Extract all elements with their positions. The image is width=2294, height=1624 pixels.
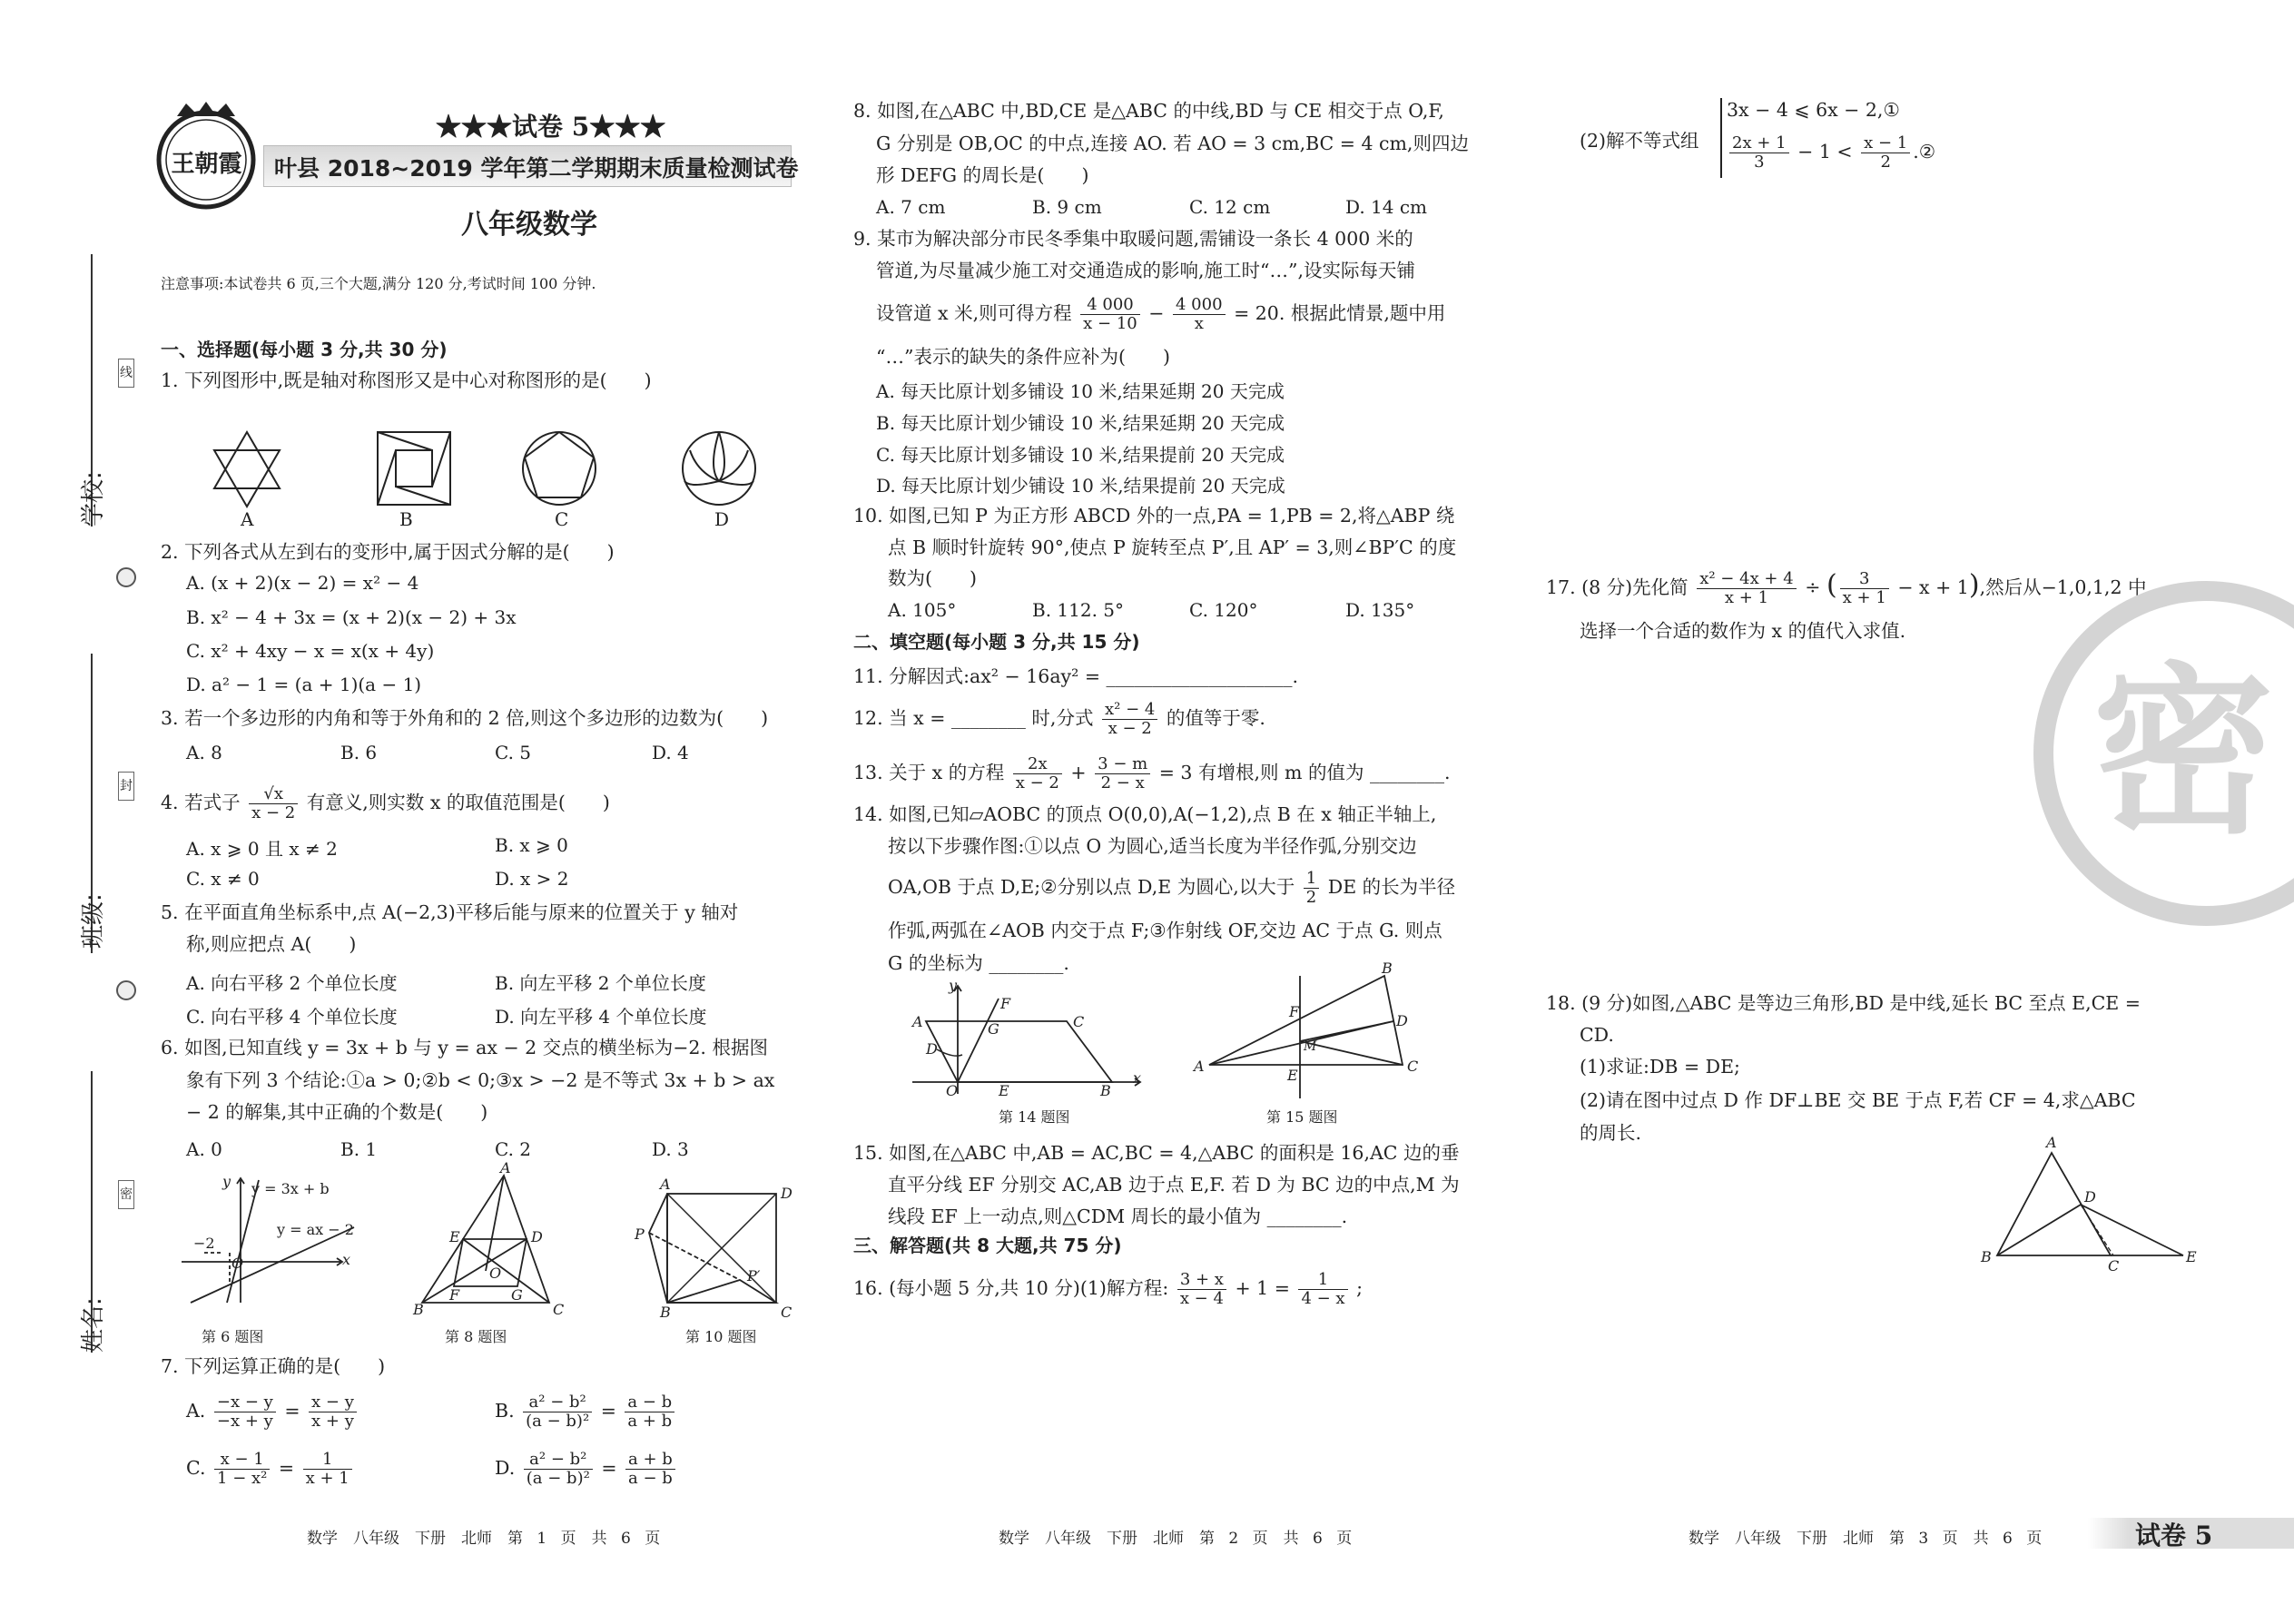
fig15-label-m: M <box>1304 1039 1317 1054</box>
q5-option-c: C. 向右平移 4 个单位长度 <box>186 1006 398 1028</box>
figure-15 <box>1189 960 1425 1103</box>
fig14-label-e: E <box>999 1082 1009 1099</box>
question-18-line-5: 的周长. <box>1580 1122 1642 1144</box>
q16-part-2-label: (2)解不等式组 <box>1580 130 1699 152</box>
question-18-line-1: 18. (9 分)如图,△ABC 是等边三角形,BD 是中线,延长 BC 至点 E,CE = <box>1546 992 2141 1014</box>
fig10-label-c: C <box>781 1304 793 1321</box>
paper-number: ★★★试卷 5★★★ <box>436 112 666 142</box>
fig15-caption: 第 15 题图 <box>1266 1108 1338 1126</box>
exam-title: 叶县 2018~2019 学年第二学期期末质量检测试卷 <box>274 155 799 182</box>
fig10-label-b: B <box>660 1304 671 1321</box>
question-9-line-1: 9. 某市为解决部分市民冬季集中取暖问题,需铺设一条长 4 000 米的 <box>853 228 1413 250</box>
secret-stamp <box>2033 581 2294 926</box>
q7-option-a: A. $\frac{-x - y}{-x + y}$ = $\frac{x - y}{x + y}$ <box>186 1393 359 1431</box>
notice: 注意事项:本试卷共 6 页,三个大题,满分 120 分,考试时间 100 分钟. <box>161 275 596 292</box>
q4-option-c: C. x ≠ 0 <box>186 868 260 890</box>
inequality-1: 3x − 4 ⩽ 6x − 2,① <box>1727 99 1900 121</box>
q8-option-d: D. 14 cm <box>1345 196 1428 218</box>
question-14-line-2: 按以下步骤作图:①以点 O 为圆心,适当长度为半径作弧,分别交边 <box>888 835 1417 857</box>
question-9-line-2: 管道,为尽量减少施工对交通造成的影响,施工时“…”,设实际每天铺 <box>876 260 1416 281</box>
school-label: 学校: <box>80 471 107 527</box>
question-17-line-1: 17. (8 分)先化简 $\frac{\text{x² − 4x + 4}}{x + 1}$ ÷ ( $\frac{3}{x + 1}$ − x + 1),然后从−1,0,1,2 中 <box>1546 569 2147 607</box>
subject-title: 八年级数学 <box>461 209 597 241</box>
q5-option-d: D. 向左平移 4 个单位长度 <box>495 1006 707 1028</box>
question-10-line-2: 点 B 顺时针旋转 90°,使点 P 旋转至点 P′,且 AP′ = 3,则∠BP′C 的度 <box>888 536 1457 558</box>
q10-option-b: B. 112. 5° <box>1032 599 1125 621</box>
fig14-label-a: A <box>912 1013 923 1030</box>
fig18-label-a: A <box>2046 1134 2057 1151</box>
q8-option-b: B. 9 cm <box>1032 196 1102 218</box>
q3-option-b: B. 6 <box>340 742 378 763</box>
question-14-line-1: 14. 如图,已知▱AOBC 的顶点 O(0,0),A(−1,2),点 B 在 x 轴正半轴上, <box>853 803 1437 825</box>
question-6-line-2: 象有下列 3 个结论:①a > 0;②b < 0;③x > −2 是不等式 3x + b > ax <box>186 1069 775 1091</box>
question-5-line-1: 5. 在平面直角坐标系中,点 A(−2,3)平移后能与原来的位置关于 y 轴对 <box>161 901 739 923</box>
q2-option-a: A. (x + 2)(x − 2) = x² − 4 <box>186 572 419 594</box>
fig10-label-p-prime: P′ <box>747 1267 761 1284</box>
fig6-label-y: y <box>222 1173 231 1190</box>
fig8-label-e: E <box>449 1228 460 1245</box>
q10-option-c: C. 120° <box>1189 599 1258 621</box>
fig15-label-e: E <box>1287 1067 1298 1084</box>
question-6-line-3: − 2 的解集,其中正确的个数是( ) <box>186 1101 488 1123</box>
question-5-line-2: 称,则应把点 A( ) <box>186 933 357 955</box>
fig6-label-line1: y = 3x + b <box>251 1180 330 1197</box>
fig8-label-g: G <box>511 1286 523 1304</box>
fig18-label-d: D <box>2084 1188 2096 1206</box>
fig15-label-a: A <box>1194 1058 1205 1075</box>
fig10-label-d: D <box>781 1185 793 1202</box>
fig6-label-o: O <box>231 1255 244 1272</box>
footer-page-1: 数学 八年级 下册 北师 第 1 页 共 6 页 <box>307 1530 661 1548</box>
inequality-2: $\frac{2x + 1}{3}$ − 1 < $\frac{x - 1}{2}$ .② <box>1727 134 1935 172</box>
q2-option-c: C. x² + 4xy − x = x(x + 4y) <box>186 640 435 662</box>
q10-option-d: D. 135° <box>1345 599 1415 621</box>
figure-18 <box>1979 1134 2206 1275</box>
q4-option-a: A. x ⩾ 0 且 x ≠ 2 <box>186 838 338 860</box>
q3-option-d: D. 4 <box>652 742 689 763</box>
question-8-line-2: G 分别是 OB,OC 的中点,连接 AO. 若 AO = 3 cm,BC = 4 cm,则四边 <box>876 133 1469 154</box>
question-15-line-1: 15. 如图,在△ABC 中,AB = AC,BC = 4,△ABC 的面积是 16,AC 边的垂 <box>853 1142 1460 1164</box>
question-18-line-4: (2)请在图中过点 D 作 DF⊥BE 交 BE 于点 F,若 CF = 4,求△ABC <box>1580 1089 2136 1111</box>
question-16: 16. (每小题 5 分,共 10 分)(1)解方程: $\frac{3 + x}{x - 4}$ + 1 = $\frac{1}{4 - x}$ ; <box>853 1270 1364 1308</box>
question-3: 3. 若一个多边形的内角和等于外角和的 2 倍,则这个多边形的边数为( ) <box>161 707 769 729</box>
fig8-label-a: A <box>500 1159 511 1176</box>
figure-14 <box>908 977 1148 1099</box>
question-10-line-3: 数为( ) <box>888 567 977 589</box>
section-3-title: 三、解答题(共 8 大题,共 75 分) <box>853 1235 1122 1256</box>
question-11: 11. 分解因式:ax² − 16ay² = ____________________. <box>853 665 1299 687</box>
q5-option-b: B. 向左平移 2 个单位长度 <box>495 972 706 994</box>
q6-option-a: A. 0 <box>186 1138 222 1160</box>
fig18-label-e: E <box>2186 1248 2197 1265</box>
fig15-label-d: D <box>1396 1012 1408 1029</box>
question-10-line-1: 10. 如图,已知 P 为正方形 ABCD 外的一点,PA = 1,PB = 2,将△ABP 绕 <box>853 505 1455 527</box>
question-13: 13. 关于 x 的方程 $\frac{2x}{x - 2}$ + $\frac{3 - m}{2 - x}$ = 3 有增根,则 m 的值为 ________. <box>853 754 1451 792</box>
q5-option-a: A. 向右平移 2 个单位长度 <box>186 972 398 994</box>
name-label: 姓名: <box>80 1297 107 1353</box>
fig8-label-d: D <box>531 1228 543 1245</box>
question-15-line-3: 线段 EF 上一动点,则△CDM 周长的最小值为 ________. <box>888 1206 1348 1227</box>
q4-text-a: 4. 若式子 <box>161 792 241 813</box>
fig10-caption: 第 10 题图 <box>685 1328 757 1345</box>
fig14-label-g: G <box>988 1020 999 1038</box>
q9-option-c: C. 每天比原计划多铺设 10 米,结果提前 20 天完成 <box>876 444 1285 466</box>
logo <box>150 100 263 213</box>
q4-text-b: 有意义,则实数 x 的取值范围是( ) <box>306 792 610 813</box>
fig10-label-p: P <box>635 1225 645 1243</box>
q1-label-a: A <box>241 508 254 530</box>
footer-page-2: 数学 八年级 下册 北师 第 2 页 共 6 页 <box>999 1530 1353 1548</box>
fig15-label-b: B <box>1382 960 1393 977</box>
fig6-caption: 第 6 题图 <box>202 1328 264 1345</box>
question-8-line-1: 8. 如图,在△ABC 中,BD,CE 是△ABC 的中线,BD 与 CE 相交于点 O,F, <box>853 100 1444 122</box>
binding-hole <box>116 567 136 587</box>
fig8-label-f: F <box>449 1286 460 1304</box>
q1-figures <box>200 418 763 527</box>
q3-option-a: A. 8 <box>186 742 222 763</box>
seal-char-xian: 线 <box>118 359 134 388</box>
question-2: 2. 下列各式从左到右的变形中,属于因式分解的是( ) <box>161 541 615 563</box>
q10-option-a: A. 105° <box>888 599 957 621</box>
logo-text: 王朝霞 <box>171 151 242 178</box>
q9-option-b: B. 每天比原计划少铺设 10 米,结果延期 20 天完成 <box>876 412 1285 434</box>
question-14-line-5: G 的坐标为 ________. <box>888 952 1069 974</box>
question-15-line-2: 直平分线 EF 分别交 AC,AB 边于点 E,F. 若 D 为 BC 边的中点,M 为 <box>888 1174 1460 1196</box>
fig6-label-x: x <box>342 1251 351 1268</box>
question-18-line-3: (1)求证:DB = DE; <box>1580 1056 1740 1078</box>
q8-option-c: C. 12 cm <box>1189 196 1271 218</box>
question-12: 12. 当 x = ________ 时,分式 $\frac{\text{x² − 4}}{x - 2}$ 的值等于零. <box>853 700 1265 738</box>
question-9-line-3: 设管道 x 米,则可得方程 $\frac{4 000}{x - 10}$ − $\frac{4 000}{x}$ = 20. 根据此情景,题中用 <box>876 295 1446 333</box>
question-8-line-3: 形 DEFG 的周长是( ) <box>876 164 1089 186</box>
fig14-label-c: C <box>1073 1013 1085 1030</box>
fig14-label-f: F <box>1000 995 1011 1012</box>
figure-8 <box>413 1159 572 1318</box>
q7-option-c: C. $\frac{x - 1}{\text{1 − x²}}$ = $\frac{1}{x + 1}$ <box>186 1451 355 1488</box>
binding-hole <box>116 980 136 1000</box>
seal-char-feng: 封 <box>118 772 134 801</box>
figure-10 <box>635 1176 799 1321</box>
question-14-line-3: OA,OB 于点 D,E;②分别以点 D,E 为圆心,以大于 $\frac{1}{2}$ DE 的长为半径 <box>888 869 1456 907</box>
fig18-label-c: C <box>2108 1257 2120 1275</box>
fig18-label-b: B <box>1981 1248 1992 1265</box>
fig14-label-o: O <box>946 1082 959 1099</box>
q9-option-a: A. 每天比原计划多铺设 10 米,结果延期 20 天完成 <box>876 380 1285 402</box>
fig14-label-x: x <box>1133 1069 1142 1087</box>
section-2-title: 二、填空题(每小题 3 分,共 15 分) <box>853 631 1140 653</box>
question-17-line-2: 选择一个合适的数作为 x 的值代入求值. <box>1580 620 1906 642</box>
figure-6 <box>177 1171 377 1307</box>
question-18-line-2: CD. <box>1580 1024 1614 1046</box>
fig14-label-y: y <box>949 977 958 994</box>
question-7: 7. 下列运算正确的是( ) <box>161 1355 386 1377</box>
seal-char-mi: 密 <box>118 1180 134 1209</box>
fig8-label-c: C <box>553 1301 565 1318</box>
q4-option-d: D. x > 2 <box>495 868 569 890</box>
fig15-label-c: C <box>1407 1058 1419 1075</box>
inequality-system-brace <box>1720 98 1726 178</box>
question-14-line-4: 作弧,两弧在∠AOB 内交于点 F;③作射线 OF,交边 AC 于点 G. 则点 <box>888 920 1442 941</box>
q2-option-b: B. x² − 4 + 3x = (x + 2)(x − 2) + 3x <box>186 606 517 628</box>
q4-fraction: $\frac{√x}{x - 2}$ <box>249 785 298 822</box>
fig14-label-b: B <box>1100 1082 1111 1099</box>
q7-option-b: B. $\frac{\text{a² − b²}}{\text{(a − b)²}}$ = $\frac{a - b}{a + b}$ <box>495 1393 677 1431</box>
fig8-label-o: O <box>489 1265 502 1282</box>
fig6-label-line2: y = ax − 2 <box>277 1221 354 1238</box>
q6-option-c: C. 2 <box>495 1138 532 1160</box>
fig8-label-b: B <box>413 1301 424 1318</box>
section-1-title: 一、选择题(每小题 3 分,共 30 分) <box>161 339 448 360</box>
fig6-label-neg2: −2 <box>193 1235 215 1252</box>
fig14-label-d: D <box>926 1040 938 1058</box>
q9-option-d: D. 每天比原计划少铺设 10 米,结果提前 20 天完成 <box>876 475 1285 497</box>
q1-label-b: B <box>399 508 413 530</box>
q4-option-b: B. x ⩾ 0 <box>495 834 568 856</box>
q1-label-c: C <box>555 508 569 530</box>
footer-page-3: 数学 八年级 下册 北师 第 3 页 共 6 页 <box>1689 1530 2043 1548</box>
q3-option-c: C. 5 <box>495 742 532 763</box>
q6-option-d: D. 3 <box>652 1138 689 1160</box>
fig14-caption: 第 14 题图 <box>999 1108 1070 1126</box>
class-label: 班级: <box>80 893 107 949</box>
question-1: 1. 下列图形中,既是轴对称图形又是中心对称图形的是( ) <box>161 369 652 391</box>
q8-option-a: A. 7 cm <box>876 196 946 218</box>
q1-label-d: D <box>714 508 730 530</box>
fig15-label-f: F <box>1289 1003 1300 1020</box>
q6-option-b: B. 1 <box>340 1138 378 1160</box>
q2-option-d: D. a² − 1 = (a + 1)(a − 1) <box>186 674 422 695</box>
q7-option-d: D. $\frac{\text{a² − b²}}{\text{(a − b)²}}$ = $\frac{a + b}{a - b}$ <box>495 1451 678 1488</box>
question-4 <box>161 785 610 822</box>
footer-tag: 试卷 5 <box>2135 1521 2213 1550</box>
question-9-line-4: “…”表示的缺失的条件应补为( ) <box>876 346 1170 368</box>
fig10-label-a: A <box>660 1176 671 1193</box>
stamp-char: 密 <box>2092 647 2275 859</box>
fig8-caption: 第 8 题图 <box>445 1328 507 1345</box>
question-6-line-1: 6. 如图,已知直线 y = 3x + b 与 y = ax − 2 交点的横坐标为−2. 根据图 <box>161 1037 768 1058</box>
